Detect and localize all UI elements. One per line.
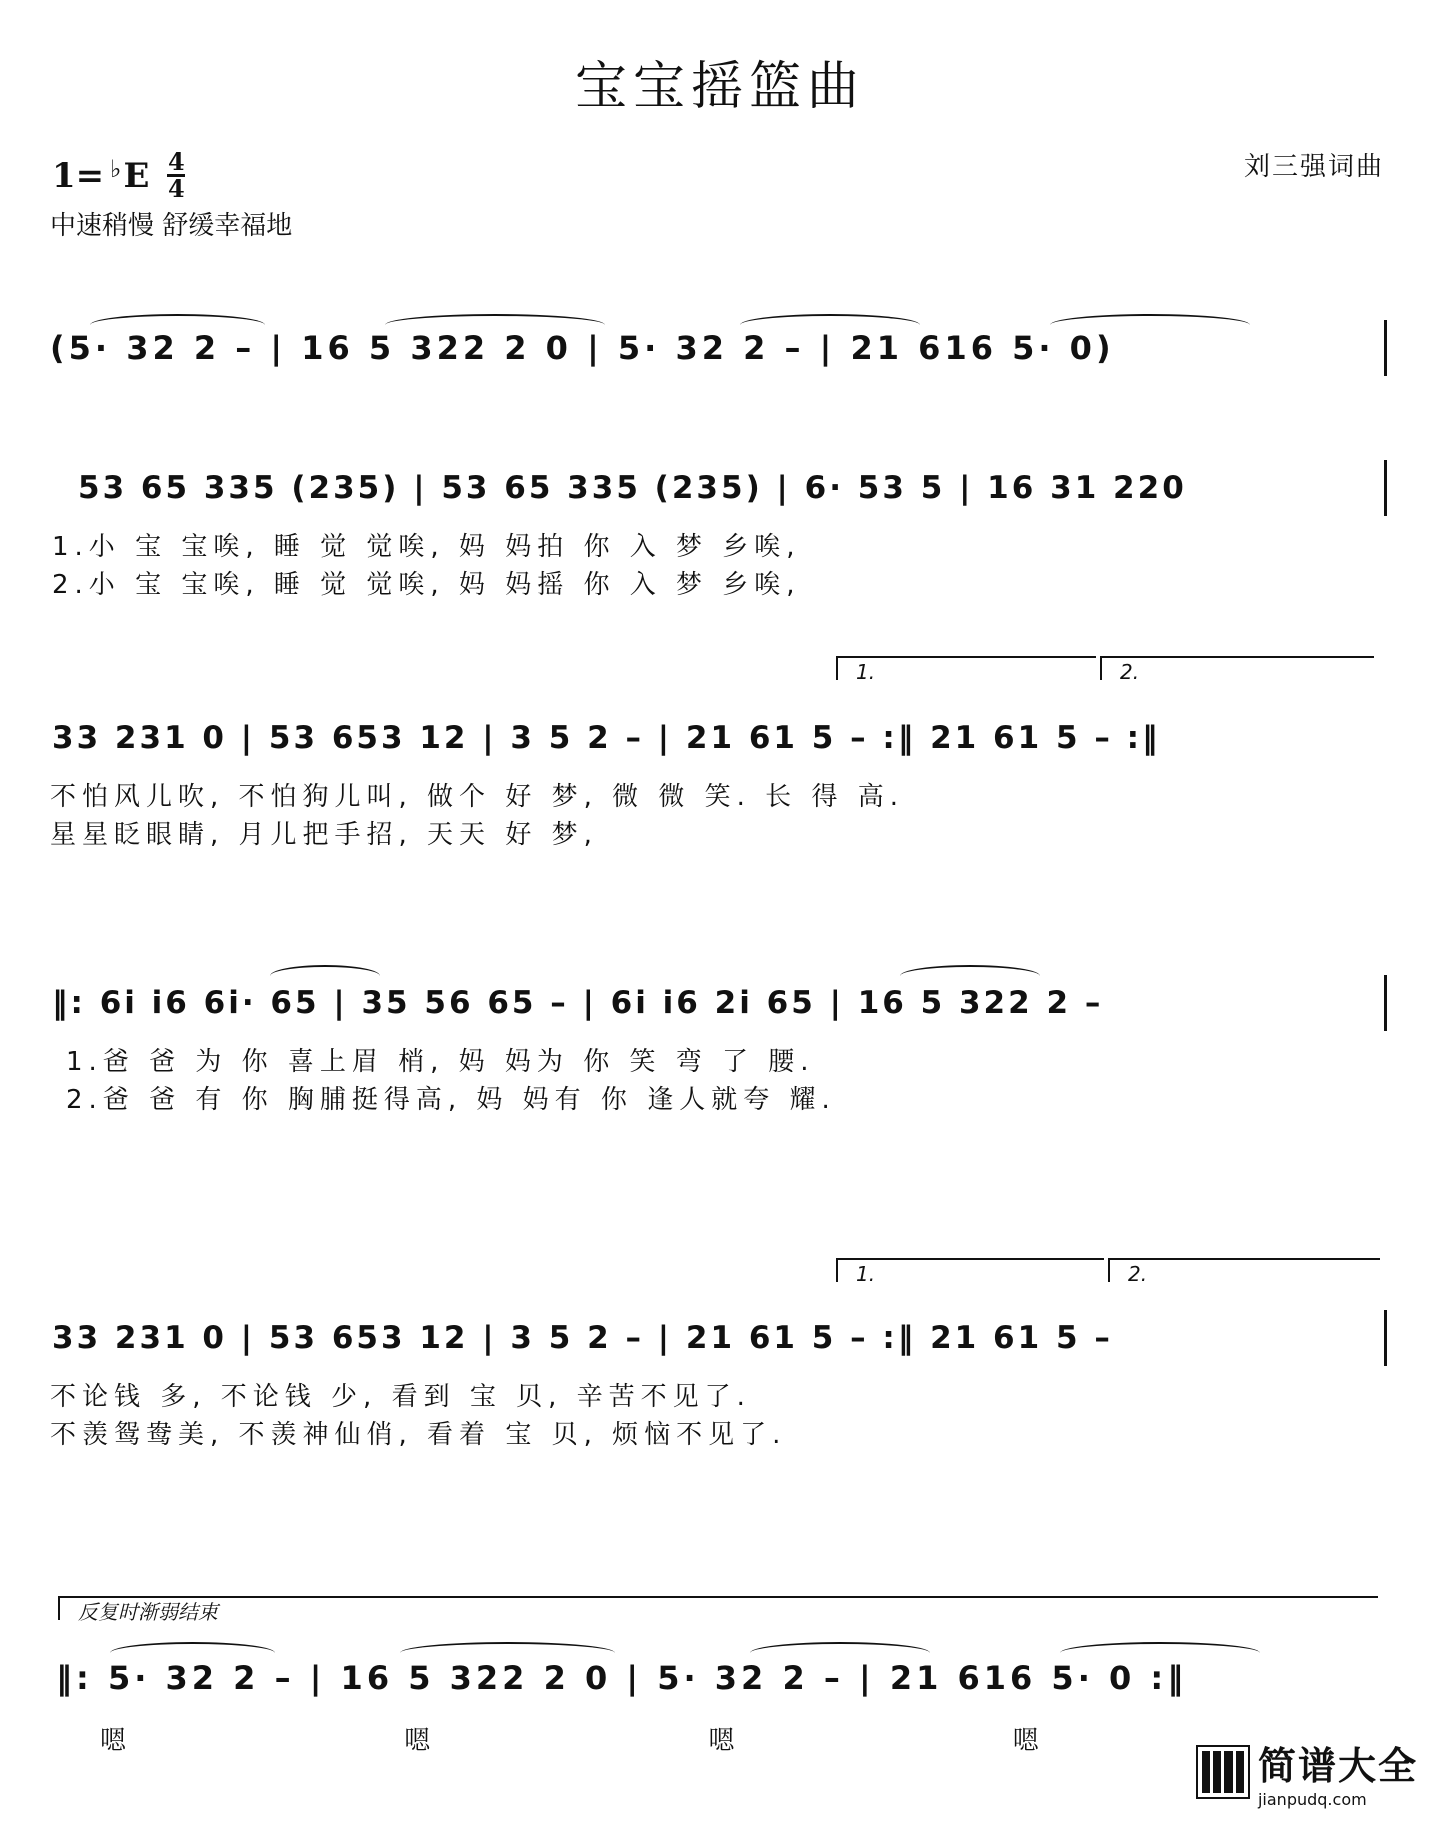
notation-line: ‖: 6i i6 6i· 65 | 35 56 65 – | 6i i6 2i 65 | 16 5 322 2 –: [52, 985, 1104, 1021]
lyrics-verse-1: 不论钱 多, 不论钱 少, 看到 宝 贝, 辛苦不见了.: [50, 1382, 751, 1412]
lyrics-verse-2: 2.爸 爸 有 你 胸脯挺得高, 妈 妈有 你 逢人就夸 耀.: [66, 1085, 836, 1115]
flat-sign: ♭: [110, 154, 122, 183]
lyrics-verse-1: 嗯 嗯 嗯 嗯: [100, 1726, 1039, 1756]
piano-icon: [1196, 1745, 1250, 1799]
logo-name: 简谱大全: [1257, 1744, 1418, 1788]
volta-bracket-2: 2.: [1108, 1258, 1380, 1282]
bar-line: [1384, 320, 1387, 376]
repeat-instruction: 反复时渐弱结束: [58, 1596, 1378, 1620]
page-title: 宝宝摇篮曲: [574, 57, 865, 117]
lyrics-verse-1: 不怕风儿吹, 不怕狗儿叫, 做个 好 梦, 微 微 笑. 长 得 高.: [50, 782, 904, 812]
tempo-marking: 中速稍慢 舒缓幸福地: [50, 211, 293, 241]
volta-bracket-2: 2.: [1100, 656, 1374, 680]
notation-line: (5· 32 2 – | 16 5 322 2 0 | 5· 32 2 – | 21 616 5· 0): [50, 329, 1115, 367]
site-logo: [1196, 1735, 1418, 1809]
notation-line: 33 231 0 | 53 653 12 | 3 5 2 – | 21 61 5 – :‖ 21 61 5 – :‖: [52, 720, 1161, 756]
key-prefix: 1=: [52, 155, 105, 196]
key-signature: [52, 147, 185, 203]
notation-line: 33 231 0 | 53 653 12 | 3 5 2 – | 21 61 5 – :‖ 21 61 5 –: [52, 1320, 1113, 1356]
lyrics-verse-2: 星星眨眼睛, 月儿把手招, 天天 好 梦,: [50, 820, 598, 850]
logo-url: jianpudq.com: [1257, 1790, 1367, 1809]
lyrics-verse-2: 不羡鸳鸯美, 不羡神仙俏, 看着 宝 贝, 烦恼不见了.: [50, 1420, 787, 1450]
lyrics-verse-2: 2.小 宝 宝唉, 睡 觉 觉唉, 妈 妈摇 你 入 梦 乡唉,: [52, 570, 801, 600]
notation-line: 53 65 335 (235) | 53 65 335 (235) | 6· 53 5 | 16 31 220: [78, 470, 1187, 506]
meter-top: 4: [168, 147, 185, 176]
bar-line: [1384, 975, 1387, 1031]
time-signature: [167, 147, 185, 203]
key-note: E: [123, 155, 150, 196]
volta-bracket-1: 1.: [836, 1258, 1104, 1282]
volta-bracket-1: 1.: [836, 656, 1096, 680]
bar-line: [1384, 460, 1387, 516]
notation-line: ‖: 5· 32 2 – | 16 5 322 2 0 | 5· 32 2 – | 21 616 5· 0 :‖: [56, 1659, 1188, 1697]
bar-line: [1384, 1310, 1387, 1366]
lyrics-verse-1: 1.爸 爸 为 你 喜上眉 梢, 妈 妈为 你 笑 弯 了 腰.: [66, 1047, 815, 1077]
meter-bottom: 4: [168, 174, 185, 203]
lyrics-verse-1: 1.小 宝 宝唉, 睡 觉 觉唉, 妈 妈拍 你 入 梦 乡唉,: [52, 532, 801, 562]
composer: 刘三强词曲: [1243, 152, 1384, 182]
